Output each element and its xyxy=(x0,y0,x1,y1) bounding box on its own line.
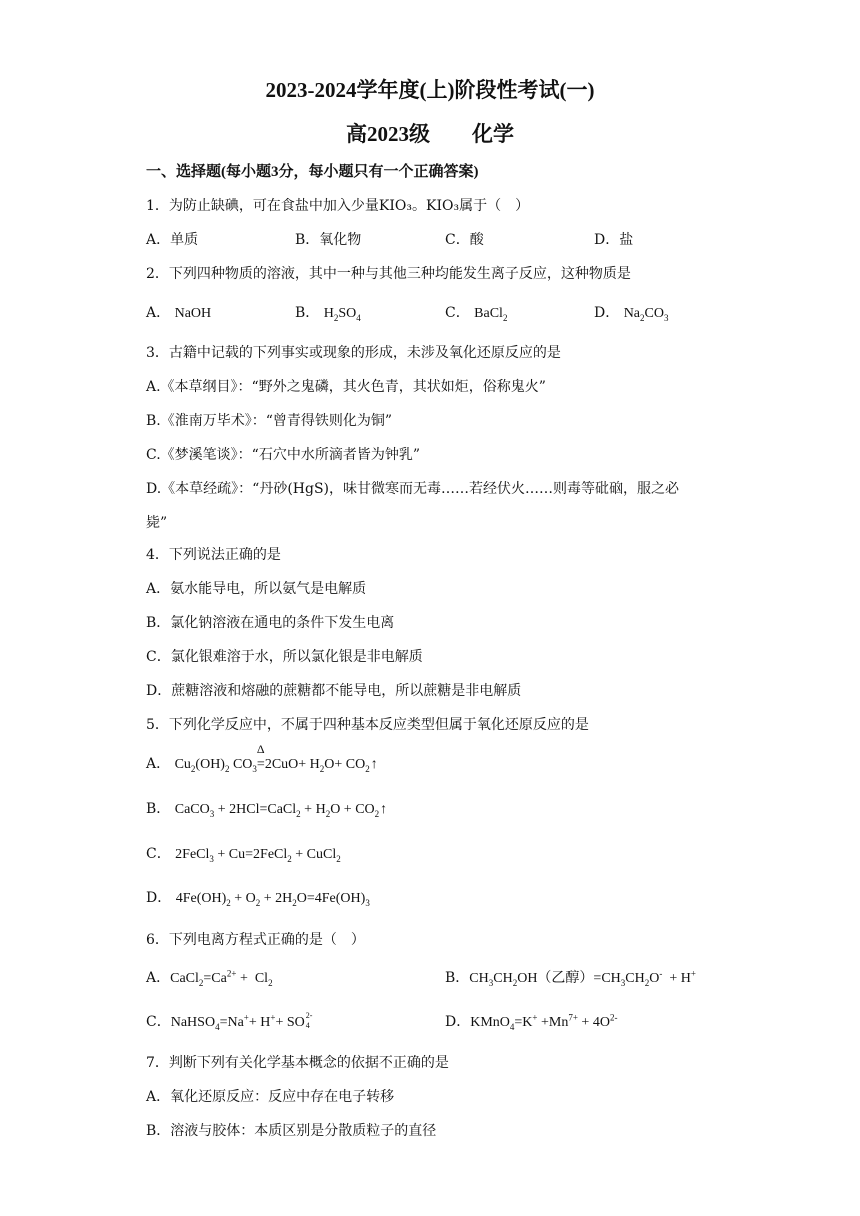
delta-symbol: Δ xyxy=(256,742,265,756)
question-6-option-a xyxy=(146,968,273,988)
question-6-stem: 6．下列电离方程式正确的是（ ） xyxy=(146,932,365,948)
equation-d: $4Fe(OH)_2 + O_2 + 2H_2O=4Fe(OH)_3$ xyxy=(175,891,370,908)
question-3-option-d-cont: 毙” xyxy=(146,515,168,531)
question-2-option-a xyxy=(146,306,211,321)
question-5-option-b xyxy=(146,802,387,817)
question-7-stem: 7．判断下列有关化学基本概念的依据不正确的是 xyxy=(146,1055,449,1071)
question-5-option-d xyxy=(146,891,370,906)
question-7-option-a: A．氧化还原反应：反应中存在电子转移 xyxy=(146,1089,395,1105)
question-6-option-d xyxy=(445,1012,618,1032)
question-2-option-c xyxy=(445,306,507,321)
formula-bacl2: BaCl$_2$ xyxy=(474,306,508,323)
question-3-option-d: D.《本草经疏》：“丹砂(HgS)，味甘微寒而无毒……若经伏火……则毒等砒硇，服之必 xyxy=(146,481,680,497)
option-label: D． xyxy=(594,305,620,321)
option-label: C． xyxy=(445,305,470,321)
question-5-stem: 5．下列化学反应中，不属于四种基本反应类型但属于氧化还原反应的是 xyxy=(146,717,589,733)
question-6-option-c xyxy=(146,1010,315,1032)
exam-subtitle: 高2023级 化学 xyxy=(346,122,514,146)
question-3-option-c: C.《梦溪笔谈》：“石穴中水所滴者皆为钟乳” xyxy=(146,447,420,463)
equation-6d: KMnO$_4$=K+ $+Mn^{7+} + 4O^{2-}$ xyxy=(470,1012,618,1032)
option-label: A． xyxy=(146,970,171,986)
formula-na2co3: $Na_2CO_3$ xyxy=(623,306,669,323)
question-5-option-c xyxy=(146,847,341,862)
equation-c: 2FeCl$_3$ + Cu=2FeCl$_2$ + CuCl$_2$ xyxy=(175,847,341,864)
question-4-option-d: D．蔗糖溶液和熔融的蔗糖都不能导电，所以蔗糖是非电解质 xyxy=(146,683,522,699)
question-6-option-b xyxy=(445,968,696,988)
question-4-option-a: A．氨水能导电，所以氨气是电解质 xyxy=(146,581,367,597)
question-1-option-a: A．单质 xyxy=(146,232,199,248)
gas-arrow-icon: ↑ xyxy=(370,757,378,772)
question-4-stem: 4．下列说法正确的是 xyxy=(146,547,281,563)
equation-6b: $CH_3CH_2OH$（乙醇）$=CH_3CH_2O^- + H^+$ xyxy=(469,968,696,988)
question-1-stem: 1．为防止缺碘，可在食盐中加入少量KIO₃。KIO₃属于（ ） xyxy=(146,198,530,214)
option-label: D． xyxy=(445,1014,471,1030)
option-label: C． xyxy=(146,1014,171,1030)
question-1-option-b: B．氧化物 xyxy=(295,232,362,248)
question-7-option-b: B．溶液与胶体：本质区别是分散质粒子的直径 xyxy=(146,1123,437,1139)
equation-a: $Cu_2(OH)_2$ $CO_3$ Δ $=2CuO+ H_2O+$ $CO_2↑$ xyxy=(174,742,378,774)
question-3-option-b: B.《淮南万毕术》：“曾青得铁则化为铜” xyxy=(146,413,393,429)
question-4-option-b: B．氯化钠溶液在通电的条件下发生电离 xyxy=(146,615,395,631)
section-heading: 一、选择题(每小题3分，每小题只有一个正确答案) xyxy=(146,164,479,180)
option-label: A． xyxy=(146,756,171,772)
formula-naoh: NaOH xyxy=(174,306,212,321)
equation-b: CaCO$_3$ + 2HCl=CaCl$_2$ + $H_2O$ + $CO_2↑$ xyxy=(174,802,388,819)
equation-6a: $CaCl_2=Ca^{2+} + Cl_2$ xyxy=(170,968,273,988)
option-label: B． xyxy=(295,305,320,321)
question-3-option-a: A.《本草纲目》：“野外之鬼磷，其火色青，其状如炬，俗称鬼火” xyxy=(146,379,546,395)
option-label: B． xyxy=(146,801,171,817)
option-label: C． xyxy=(146,846,171,862)
question-3-stem: 3．古籍中记载的下列事实或现象的形成，未涉及氧化还原反应的是 xyxy=(146,345,561,361)
option-label: D． xyxy=(146,890,172,906)
question-5-option-a xyxy=(146,742,378,774)
question-1-option-c: C．酸 xyxy=(445,232,484,248)
formula-h2so4: $H_2SO_4$ xyxy=(323,306,361,323)
option-label: B． xyxy=(445,970,470,986)
question-2-option-d xyxy=(594,306,668,321)
gas-arrow-icon: ↑ xyxy=(380,802,388,817)
exam-title: 2023-2024学年度(上)阶段性考试(一) xyxy=(265,78,595,102)
question-1-option-d: D．盐 xyxy=(594,232,634,248)
question-4-option-c: C．氯化银难溶于水，所以氯化银是非电解质 xyxy=(146,649,423,665)
equation-6c: NaHSO$_4$=Na++ H++ SO 2- 4 xyxy=(170,1010,313,1032)
option-label: A． xyxy=(146,305,171,321)
question-2-stem: 2．下列四种物质的溶液，其中一种与其他三种均能发生离子反应，这种物质是 xyxy=(146,266,631,282)
question-2-option-b xyxy=(295,306,361,321)
